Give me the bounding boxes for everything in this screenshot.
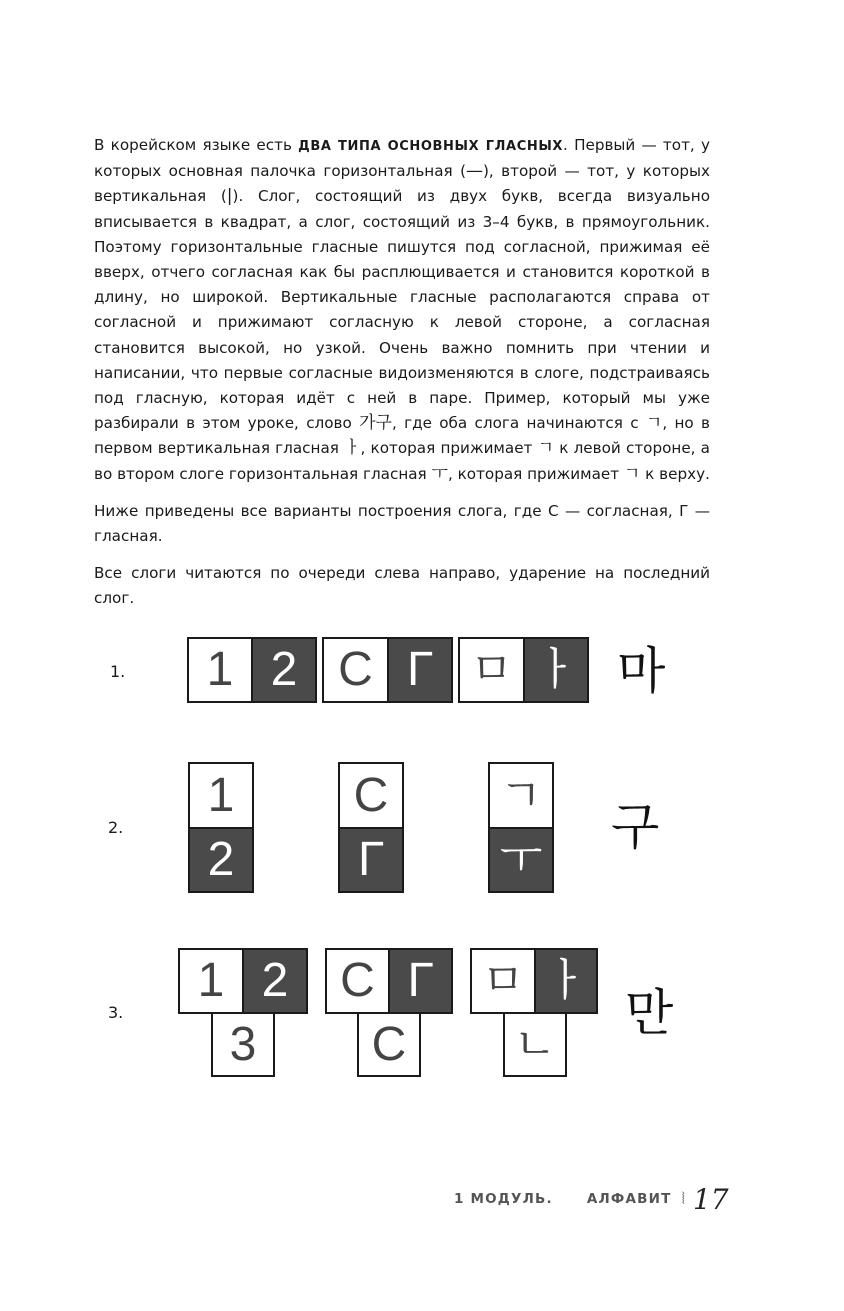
row-number: 1. [110, 662, 126, 681]
diagram-cell-jamo: ㄱ [488, 762, 554, 829]
text-run: , но в первом вертикальная гласная [94, 414, 710, 458]
diagram-cell-position: 1 [187, 637, 253, 703]
row-number: 2. [108, 818, 124, 837]
diagram-cell-vowel: Г [387, 637, 453, 703]
footer-separator: ⦚ [681, 1189, 685, 1208]
paragraph-legend: Ниже приведены все варианты построения слога, где С — согласная, Г — гласная. [94, 501, 710, 546]
body-text [94, 133, 710, 624]
text-run: к верху. [640, 464, 710, 483]
syllable-example: 만 [625, 984, 674, 1042]
text-run: к левой стороне, а во втором слоге горизонтальная гласная [94, 439, 710, 483]
diagram-cell-consonant: С [322, 637, 389, 703]
bold-phrase: ДВА ТИПА ОСНОВНЫХ ГЛАСНЫХ [298, 139, 564, 154]
korean-word-gagu: 가구 [359, 413, 392, 434]
jamo-u: ㅜ [431, 463, 448, 484]
diagram-cell-jamo: ㄴ [503, 1012, 567, 1077]
diagram-cell-vowel: Г [338, 827, 404, 893]
text-run: , которая прижимает [447, 464, 624, 483]
horizontal-bar-glyph: — [466, 161, 483, 182]
text-run: . Первый — тот, у которых основная палочка горизонтальная ( [94, 136, 710, 181]
diagram-cell-vowel: Г [388, 948, 453, 1014]
diagram-cell-jamo: ㅁ [470, 948, 536, 1014]
jamo-giyeok: ㄱ [623, 463, 641, 484]
module-label: 1 МОДУЛЬ. [454, 1191, 553, 1207]
text-run: , которая прижимает [360, 439, 538, 458]
diagram-cell-position: 2 [251, 637, 317, 703]
diagram-cell-position: 2 [188, 827, 254, 893]
row-number: 3. [108, 1003, 124, 1022]
page-number: 17 [692, 1182, 729, 1216]
diagram-cell-position: 3 [211, 1012, 275, 1077]
diagram-cell-jamo: ㅏ [534, 948, 598, 1014]
paragraph-vowel-types [94, 133, 710, 487]
diagram-cell-jamo: ㅜ [488, 827, 554, 893]
paragraph-reading-rule: Все слоги читаются по очереди слева направо, ударение на последний слог. [94, 564, 710, 608]
section-label: АЛФАВИТ [586, 1191, 672, 1207]
jamo-giyeok: ㄱ [645, 413, 663, 434]
jamo-a: ㅏ [344, 438, 361, 459]
text-run: ). Слог, состоящий из двух букв, всегда визуально вписывается в квадрат, а слог, состоящий из 3–4 букв, в прямоугольник. Поэтому горизонтальные гласные пишутся под согласной, прижимая её вверх, отчего согласная как бы расплющивается и становится короткой в длину, но широкой. Вертикальные гласные располагаются справа от согласной и прижимают согласную к левой стороне, а согласная становится высокой, но узкой. Очень важно помнить при чтении и написании, что первые согласные видоизменяются в слоге, подстраиваясь под гласную, которая идёт с ней в паре. Пример, который мы уже разбирали в этом уроке, слово [94, 187, 710, 433]
diagram-cell-position: 1 [188, 762, 254, 829]
jamo-giyeok: ㄱ [537, 438, 555, 459]
text-run: В корейском языке есть [94, 136, 299, 154]
text-run: ), второй — тот, у которых вертикальная ( [94, 162, 710, 206]
diagram-cell-consonant: С [325, 948, 390, 1014]
page-footer [454, 1184, 729, 1214]
syllable-example: 마 [617, 642, 666, 700]
diagram-cell-position: 1 [178, 948, 244, 1014]
vertical-bar-glyph: | [226, 186, 233, 207]
diagram-cell-consonant: С [338, 762, 404, 829]
syllable-example: 구 [611, 798, 660, 856]
text-run: , где оба слога начинаются с [391, 414, 646, 433]
diagram-cell-jamo: ㅏ [523, 637, 589, 703]
diagram-cell-consonant: С [357, 1012, 421, 1077]
diagram-cell-position: 2 [242, 948, 308, 1014]
diagram-cell-jamo: ㅁ [458, 637, 525, 703]
